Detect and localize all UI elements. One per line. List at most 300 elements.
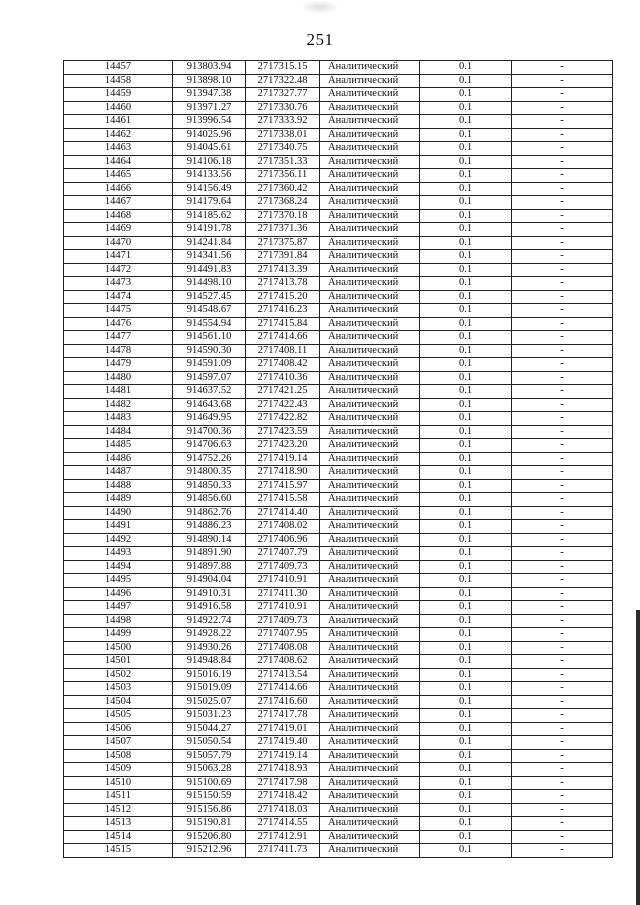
method-cell: Аналитический bbox=[320, 709, 420, 723]
y-coordinate-cell: 2717415.20 bbox=[246, 290, 320, 304]
point-id-cell: 14484 bbox=[64, 425, 173, 439]
accuracy-cell: 0.1 bbox=[420, 479, 512, 493]
accuracy-cell: 0.1 bbox=[420, 412, 512, 426]
method-cell: Аналитический bbox=[320, 533, 420, 547]
method-cell: Аналитический bbox=[320, 223, 420, 237]
table-row bbox=[64, 466, 613, 480]
table-row bbox=[64, 709, 613, 723]
table-row bbox=[64, 223, 613, 237]
note-cell: - bbox=[512, 493, 613, 507]
x-coordinate-cell: 914025.96 bbox=[173, 128, 246, 142]
point-id-cell: 14514 bbox=[64, 830, 173, 844]
table-row bbox=[64, 209, 613, 223]
table-row bbox=[64, 452, 613, 466]
method-cell: Аналитический bbox=[320, 88, 420, 102]
point-id-cell: 14488 bbox=[64, 479, 173, 493]
y-coordinate-cell: 2717406.96 bbox=[246, 533, 320, 547]
x-coordinate-cell: 914891.90 bbox=[173, 547, 246, 561]
y-coordinate-cell: 2717408.11 bbox=[246, 344, 320, 358]
method-cell: Аналитический bbox=[320, 169, 420, 183]
accuracy-cell: 0.1 bbox=[420, 682, 512, 696]
x-coordinate-cell: 914554.94 bbox=[173, 317, 246, 331]
accuracy-cell: 0.1 bbox=[420, 641, 512, 655]
method-cell: Аналитический bbox=[320, 61, 420, 75]
x-coordinate-cell: 914904.04 bbox=[173, 574, 246, 588]
y-coordinate-cell: 2717407.95 bbox=[246, 628, 320, 642]
y-coordinate-cell: 2717408.02 bbox=[246, 520, 320, 534]
point-id-cell: 14465 bbox=[64, 169, 173, 183]
x-coordinate-cell: 914527.45 bbox=[173, 290, 246, 304]
table-row bbox=[64, 115, 613, 129]
table-row bbox=[64, 290, 613, 304]
y-coordinate-cell: 2717418.42 bbox=[246, 790, 320, 804]
x-coordinate-cell: 915031.23 bbox=[173, 709, 246, 723]
y-coordinate-cell: 2717375.87 bbox=[246, 236, 320, 250]
table-row bbox=[64, 803, 613, 817]
y-coordinate-cell: 2717411.30 bbox=[246, 587, 320, 601]
point-id-cell: 14460 bbox=[64, 101, 173, 115]
point-id-cell: 14459 bbox=[64, 88, 173, 102]
point-id-cell: 14490 bbox=[64, 506, 173, 520]
table-row bbox=[64, 439, 613, 453]
method-cell: Аналитический bbox=[320, 425, 420, 439]
y-coordinate-cell: 2717414.40 bbox=[246, 506, 320, 520]
x-coordinate-cell: 914706.63 bbox=[173, 439, 246, 453]
note-cell: - bbox=[512, 587, 613, 601]
scan-edge-shadow bbox=[636, 610, 640, 905]
coordinates-table bbox=[63, 60, 613, 858]
method-cell: Аналитический bbox=[320, 628, 420, 642]
x-coordinate-cell: 914930.26 bbox=[173, 641, 246, 655]
point-id-cell: 14463 bbox=[64, 142, 173, 156]
x-coordinate-cell: 914862.76 bbox=[173, 506, 246, 520]
point-id-cell: 14495 bbox=[64, 574, 173, 588]
table-row bbox=[64, 695, 613, 709]
x-coordinate-cell: 915044.27 bbox=[173, 722, 246, 736]
method-cell: Аналитический bbox=[320, 736, 420, 750]
table-row bbox=[64, 763, 613, 777]
accuracy-cell: 0.1 bbox=[420, 655, 512, 669]
accuracy-cell: 0.1 bbox=[420, 844, 512, 858]
method-cell: Аналитический bbox=[320, 317, 420, 331]
note-cell: - bbox=[512, 695, 613, 709]
x-coordinate-cell: 914928.22 bbox=[173, 628, 246, 642]
method-cell: Аналитический bbox=[320, 142, 420, 156]
note-cell: - bbox=[512, 115, 613, 129]
method-cell: Аналитический bbox=[320, 520, 420, 534]
method-cell: Аналитический bbox=[320, 236, 420, 250]
accuracy-cell: 0.1 bbox=[420, 398, 512, 412]
x-coordinate-cell: 914643.68 bbox=[173, 398, 246, 412]
table-row bbox=[64, 155, 613, 169]
table-row bbox=[64, 169, 613, 183]
point-id-cell: 14480 bbox=[64, 371, 173, 385]
point-id-cell: 14482 bbox=[64, 398, 173, 412]
note-cell: - bbox=[512, 385, 613, 399]
table-body bbox=[64, 61, 613, 858]
table-row bbox=[64, 641, 613, 655]
x-coordinate-cell: 914890.14 bbox=[173, 533, 246, 547]
table-row bbox=[64, 277, 613, 291]
x-coordinate-cell: 914191.78 bbox=[173, 223, 246, 237]
method-cell: Аналитический bbox=[320, 695, 420, 709]
y-coordinate-cell: 2717409.73 bbox=[246, 614, 320, 628]
y-coordinate-cell: 2717356.11 bbox=[246, 169, 320, 183]
y-coordinate-cell: 2717416.60 bbox=[246, 695, 320, 709]
x-coordinate-cell: 914491.83 bbox=[173, 263, 246, 277]
note-cell: - bbox=[512, 128, 613, 142]
x-coordinate-cell: 914590.30 bbox=[173, 344, 246, 358]
accuracy-cell: 0.1 bbox=[420, 533, 512, 547]
table-row bbox=[64, 142, 613, 156]
table-row bbox=[64, 88, 613, 102]
point-id-cell: 14494 bbox=[64, 560, 173, 574]
y-coordinate-cell: 2717414.66 bbox=[246, 331, 320, 345]
point-id-cell: 14471 bbox=[64, 250, 173, 264]
point-id-cell: 14497 bbox=[64, 601, 173, 615]
point-id-cell: 14508 bbox=[64, 749, 173, 763]
x-coordinate-cell: 914850.33 bbox=[173, 479, 246, 493]
point-id-cell: 14458 bbox=[64, 74, 173, 88]
y-coordinate-cell: 2717418.03 bbox=[246, 803, 320, 817]
x-coordinate-cell: 914241.84 bbox=[173, 236, 246, 250]
point-id-cell: 14515 bbox=[64, 844, 173, 858]
method-cell: Аналитический bbox=[320, 412, 420, 426]
table-row bbox=[64, 668, 613, 682]
accuracy-cell: 0.1 bbox=[420, 614, 512, 628]
x-coordinate-cell: 914886.23 bbox=[173, 520, 246, 534]
method-cell: Аналитический bbox=[320, 452, 420, 466]
accuracy-cell: 0.1 bbox=[420, 817, 512, 831]
method-cell: Аналитический bbox=[320, 722, 420, 736]
note-cell: - bbox=[512, 641, 613, 655]
table-row bbox=[64, 236, 613, 250]
table-row bbox=[64, 533, 613, 547]
y-coordinate-cell: 2717408.08 bbox=[246, 641, 320, 655]
table-row bbox=[64, 358, 613, 372]
note-cell: - bbox=[512, 709, 613, 723]
x-coordinate-cell: 915212.96 bbox=[173, 844, 246, 858]
accuracy-cell: 0.1 bbox=[420, 263, 512, 277]
table-row bbox=[64, 101, 613, 115]
method-cell: Аналитический bbox=[320, 74, 420, 88]
point-id-cell: 14461 bbox=[64, 115, 173, 129]
point-id-cell: 14478 bbox=[64, 344, 173, 358]
note-cell: - bbox=[512, 209, 613, 223]
x-coordinate-cell: 913898.10 bbox=[173, 74, 246, 88]
note-cell: - bbox=[512, 790, 613, 804]
x-coordinate-cell: 913971.27 bbox=[173, 101, 246, 115]
note-cell: - bbox=[512, 398, 613, 412]
note-cell: - bbox=[512, 803, 613, 817]
x-coordinate-cell: 914185.62 bbox=[173, 209, 246, 223]
y-coordinate-cell: 2717422.43 bbox=[246, 398, 320, 412]
note-cell: - bbox=[512, 61, 613, 75]
note-cell: - bbox=[512, 196, 613, 210]
method-cell: Аналитический bbox=[320, 506, 420, 520]
table-row bbox=[64, 479, 613, 493]
accuracy-cell: 0.1 bbox=[420, 560, 512, 574]
y-coordinate-cell: 2717351.33 bbox=[246, 155, 320, 169]
method-cell: Аналитический bbox=[320, 358, 420, 372]
table-row bbox=[64, 574, 613, 588]
y-coordinate-cell: 2717370.18 bbox=[246, 209, 320, 223]
method-cell: Аналитический bbox=[320, 682, 420, 696]
method-cell: Аналитический bbox=[320, 601, 420, 615]
y-coordinate-cell: 2717371.36 bbox=[246, 223, 320, 237]
note-cell: - bbox=[512, 776, 613, 790]
table-row bbox=[64, 317, 613, 331]
x-coordinate-cell: 915156.86 bbox=[173, 803, 246, 817]
method-cell: Аналитический bbox=[320, 655, 420, 669]
method-cell: Аналитический bbox=[320, 466, 420, 480]
table-row bbox=[64, 830, 613, 844]
y-coordinate-cell: 2717322.48 bbox=[246, 74, 320, 88]
x-coordinate-cell: 914637.52 bbox=[173, 385, 246, 399]
x-coordinate-cell: 914922.74 bbox=[173, 614, 246, 628]
y-coordinate-cell: 2717407.79 bbox=[246, 547, 320, 561]
point-id-cell: 14472 bbox=[64, 263, 173, 277]
point-id-cell: 14506 bbox=[64, 722, 173, 736]
accuracy-cell: 0.1 bbox=[420, 358, 512, 372]
accuracy-cell: 0.1 bbox=[420, 493, 512, 507]
method-cell: Аналитический bbox=[320, 344, 420, 358]
x-coordinate-cell: 914548.67 bbox=[173, 304, 246, 318]
point-id-cell: 14479 bbox=[64, 358, 173, 372]
y-coordinate-cell: 2717368.24 bbox=[246, 196, 320, 210]
point-id-cell: 14493 bbox=[64, 547, 173, 561]
y-coordinate-cell: 2717421.25 bbox=[246, 385, 320, 399]
accuracy-cell: 0.1 bbox=[420, 830, 512, 844]
y-coordinate-cell: 2717410.36 bbox=[246, 371, 320, 385]
x-coordinate-cell: 915057.79 bbox=[173, 749, 246, 763]
table-row bbox=[64, 74, 613, 88]
accuracy-cell: 0.1 bbox=[420, 277, 512, 291]
table-row bbox=[64, 547, 613, 561]
x-coordinate-cell: 915150.59 bbox=[173, 790, 246, 804]
accuracy-cell: 0.1 bbox=[420, 776, 512, 790]
accuracy-cell: 0.1 bbox=[420, 803, 512, 817]
method-cell: Аналитический bbox=[320, 479, 420, 493]
table-row bbox=[64, 263, 613, 277]
note-cell: - bbox=[512, 749, 613, 763]
note-cell: - bbox=[512, 290, 613, 304]
note-cell: - bbox=[512, 88, 613, 102]
point-id-cell: 14481 bbox=[64, 385, 173, 399]
point-id-cell: 14489 bbox=[64, 493, 173, 507]
point-id-cell: 14475 bbox=[64, 304, 173, 318]
method-cell: Аналитический bbox=[320, 587, 420, 601]
y-coordinate-cell: 2717412.91 bbox=[246, 830, 320, 844]
page-number: 251 bbox=[306, 30, 334, 49]
table-row bbox=[64, 331, 613, 345]
y-coordinate-cell: 2717419.40 bbox=[246, 736, 320, 750]
accuracy-cell: 0.1 bbox=[420, 452, 512, 466]
point-id-cell: 14474 bbox=[64, 290, 173, 304]
point-id-cell: 14503 bbox=[64, 682, 173, 696]
method-cell: Аналитический bbox=[320, 614, 420, 628]
y-coordinate-cell: 2717340.75 bbox=[246, 142, 320, 156]
method-cell: Аналитический bbox=[320, 196, 420, 210]
point-id-cell: 14464 bbox=[64, 155, 173, 169]
accuracy-cell: 0.1 bbox=[420, 695, 512, 709]
point-id-cell: 14512 bbox=[64, 803, 173, 817]
method-cell: Аналитический bbox=[320, 439, 420, 453]
point-id-cell: 14487 bbox=[64, 466, 173, 480]
table-row bbox=[64, 250, 613, 264]
accuracy-cell: 0.1 bbox=[420, 317, 512, 331]
table-row bbox=[64, 587, 613, 601]
point-id-cell: 14500 bbox=[64, 641, 173, 655]
accuracy-cell: 0.1 bbox=[420, 290, 512, 304]
point-id-cell: 14486 bbox=[64, 452, 173, 466]
method-cell: Аналитический bbox=[320, 668, 420, 682]
x-coordinate-cell: 914498.10 bbox=[173, 277, 246, 291]
method-cell: Аналитический bbox=[320, 844, 420, 858]
point-id-cell: 14462 bbox=[64, 128, 173, 142]
note-cell: - bbox=[512, 466, 613, 480]
point-id-cell: 14485 bbox=[64, 439, 173, 453]
x-coordinate-cell: 914106.18 bbox=[173, 155, 246, 169]
coordinates-table-wrapper bbox=[63, 60, 612, 858]
note-cell: - bbox=[512, 358, 613, 372]
method-cell: Аналитический bbox=[320, 790, 420, 804]
method-cell: Аналитический bbox=[320, 115, 420, 129]
method-cell: Аналитический bbox=[320, 331, 420, 345]
table-row bbox=[64, 344, 613, 358]
note-cell: - bbox=[512, 560, 613, 574]
point-id-cell: 14476 bbox=[64, 317, 173, 331]
accuracy-cell: 0.1 bbox=[420, 574, 512, 588]
method-cell: Аналитический bbox=[320, 560, 420, 574]
y-coordinate-cell: 2717419.14 bbox=[246, 452, 320, 466]
note-cell: - bbox=[512, 655, 613, 669]
y-coordinate-cell: 2717338.01 bbox=[246, 128, 320, 142]
x-coordinate-cell: 915019.09 bbox=[173, 682, 246, 696]
table-row bbox=[64, 304, 613, 318]
table-row bbox=[64, 506, 613, 520]
point-id-cell: 14473 bbox=[64, 277, 173, 291]
y-coordinate-cell: 2717410.91 bbox=[246, 574, 320, 588]
table-row bbox=[64, 628, 613, 642]
accuracy-cell: 0.1 bbox=[420, 236, 512, 250]
accuracy-cell: 0.1 bbox=[420, 749, 512, 763]
y-coordinate-cell: 2717411.73 bbox=[246, 844, 320, 858]
y-coordinate-cell: 2717419.01 bbox=[246, 722, 320, 736]
table-row bbox=[64, 722, 613, 736]
accuracy-cell: 0.1 bbox=[420, 668, 512, 682]
note-cell: - bbox=[512, 250, 613, 264]
note-cell: - bbox=[512, 668, 613, 682]
table-row bbox=[64, 128, 613, 142]
y-coordinate-cell: 2717419.14 bbox=[246, 749, 320, 763]
x-coordinate-cell: 914910.31 bbox=[173, 587, 246, 601]
note-cell: - bbox=[512, 722, 613, 736]
note-cell: - bbox=[512, 547, 613, 561]
y-coordinate-cell: 2717315.15 bbox=[246, 61, 320, 75]
y-coordinate-cell: 2717333.92 bbox=[246, 115, 320, 129]
point-id-cell: 14499 bbox=[64, 628, 173, 642]
accuracy-cell: 0.1 bbox=[420, 709, 512, 723]
method-cell: Аналитический bbox=[320, 547, 420, 561]
x-coordinate-cell: 915100.69 bbox=[173, 776, 246, 790]
note-cell: - bbox=[512, 344, 613, 358]
x-coordinate-cell: 914916.58 bbox=[173, 601, 246, 615]
method-cell: Аналитический bbox=[320, 398, 420, 412]
y-coordinate-cell: 2717423.20 bbox=[246, 439, 320, 453]
note-cell: - bbox=[512, 223, 613, 237]
x-coordinate-cell: 914341.56 bbox=[173, 250, 246, 264]
accuracy-cell: 0.1 bbox=[420, 169, 512, 183]
x-coordinate-cell: 914133.56 bbox=[173, 169, 246, 183]
method-cell: Аналитический bbox=[320, 290, 420, 304]
note-cell: - bbox=[512, 331, 613, 345]
x-coordinate-cell: 914752.26 bbox=[173, 452, 246, 466]
table-row bbox=[64, 682, 613, 696]
x-coordinate-cell: 915016.19 bbox=[173, 668, 246, 682]
point-id-cell: 14477 bbox=[64, 331, 173, 345]
table-row bbox=[64, 749, 613, 763]
table-row bbox=[64, 601, 613, 615]
accuracy-cell: 0.1 bbox=[420, 466, 512, 480]
table-row bbox=[64, 614, 613, 628]
table-row bbox=[64, 398, 613, 412]
x-coordinate-cell: 914700.36 bbox=[173, 425, 246, 439]
note-cell: - bbox=[512, 277, 613, 291]
accuracy-cell: 0.1 bbox=[420, 763, 512, 777]
point-id-cell: 14491 bbox=[64, 520, 173, 534]
y-coordinate-cell: 2717414.66 bbox=[246, 682, 320, 696]
note-cell: - bbox=[512, 304, 613, 318]
point-id-cell: 14496 bbox=[64, 587, 173, 601]
note-cell: - bbox=[512, 452, 613, 466]
table-row bbox=[64, 844, 613, 858]
y-coordinate-cell: 2717413.78 bbox=[246, 277, 320, 291]
note-cell: - bbox=[512, 317, 613, 331]
accuracy-cell: 0.1 bbox=[420, 331, 512, 345]
x-coordinate-cell: 914897.88 bbox=[173, 560, 246, 574]
table-row bbox=[64, 196, 613, 210]
point-id-cell: 14468 bbox=[64, 209, 173, 223]
note-cell: - bbox=[512, 439, 613, 453]
x-coordinate-cell: 914649.95 bbox=[173, 412, 246, 426]
accuracy-cell: 0.1 bbox=[420, 250, 512, 264]
note-cell: - bbox=[512, 830, 613, 844]
x-coordinate-cell: 914597.07 bbox=[173, 371, 246, 385]
y-coordinate-cell: 2717416.23 bbox=[246, 304, 320, 318]
x-coordinate-cell: 915063.28 bbox=[173, 763, 246, 777]
point-id-cell: 14467 bbox=[64, 196, 173, 210]
y-coordinate-cell: 2717418.93 bbox=[246, 763, 320, 777]
method-cell: Аналитический bbox=[320, 803, 420, 817]
point-id-cell: 14457 bbox=[64, 61, 173, 75]
y-coordinate-cell: 2717327.77 bbox=[246, 88, 320, 102]
x-coordinate-cell: 914800.35 bbox=[173, 466, 246, 480]
method-cell: Аналитический bbox=[320, 128, 420, 142]
y-coordinate-cell: 2717408.62 bbox=[246, 655, 320, 669]
note-cell: - bbox=[512, 533, 613, 547]
x-coordinate-cell: 914591.09 bbox=[173, 358, 246, 372]
accuracy-cell: 0.1 bbox=[420, 371, 512, 385]
table-row bbox=[64, 655, 613, 669]
accuracy-cell: 0.1 bbox=[420, 385, 512, 399]
y-coordinate-cell: 2717417.78 bbox=[246, 709, 320, 723]
accuracy-cell: 0.1 bbox=[420, 304, 512, 318]
note-cell: - bbox=[512, 574, 613, 588]
method-cell: Аналитический bbox=[320, 277, 420, 291]
method-cell: Аналитический bbox=[320, 304, 420, 318]
method-cell: Аналитический bbox=[320, 385, 420, 399]
